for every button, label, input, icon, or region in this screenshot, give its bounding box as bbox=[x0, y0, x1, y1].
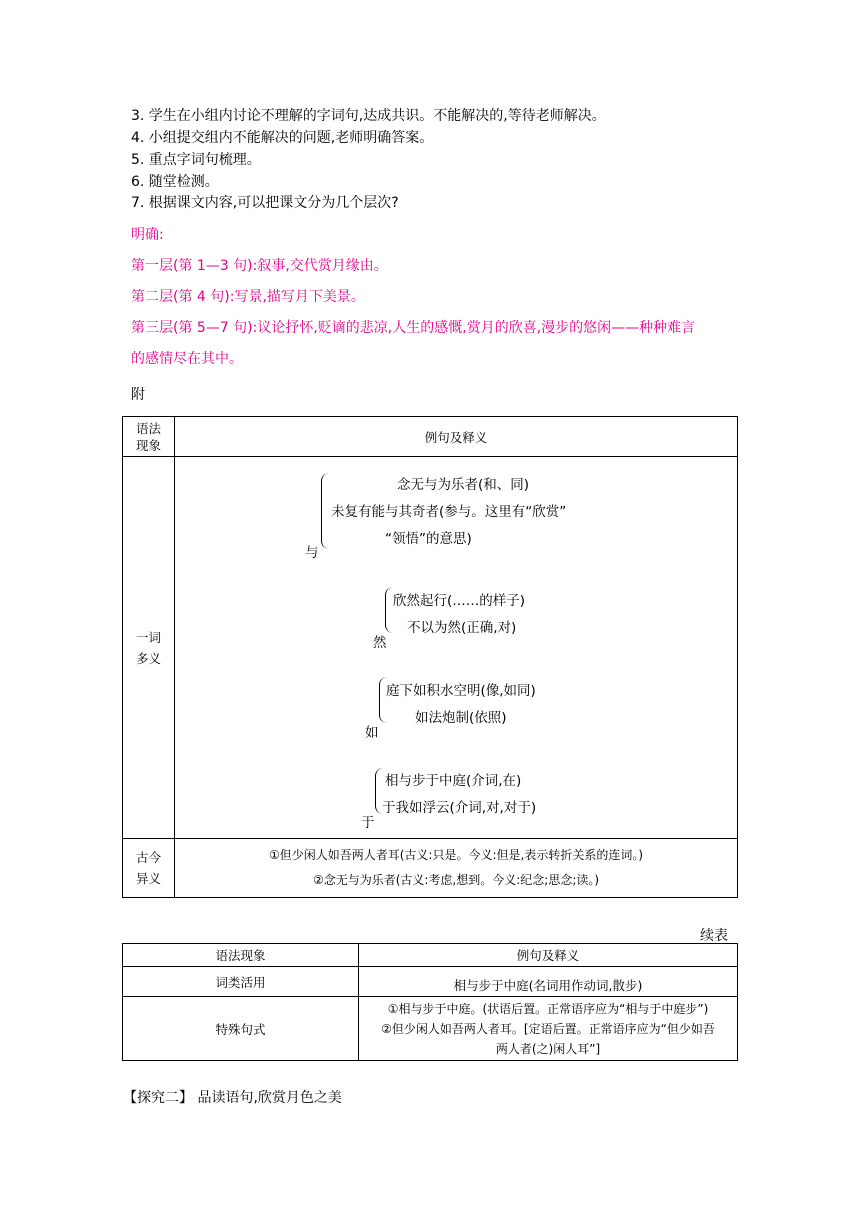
answer-layer-3-cont: 的感情尽在其中。 bbox=[131, 351, 243, 367]
ru-example-2: 如法炮制(依照) bbox=[415, 710, 507, 726]
ancient-modern-label: 古今 异义 bbox=[123, 839, 175, 898]
word-class-label: 词类活用 bbox=[123, 967, 359, 997]
polysemy-content bbox=[175, 457, 737, 838]
table2-header-row bbox=[123, 944, 738, 967]
table2-header-examples: 例句及释义 bbox=[359, 944, 738, 967]
section-heading: 【探究二】 品读语句,欣赏月色之美 bbox=[123, 1090, 342, 1106]
table2-header-phenomenon: 语法现象 bbox=[123, 944, 359, 967]
step-3: 3. 学生在小组内讨论不理解的字词句,达成共识。不能解决的,等待老师解决。 bbox=[131, 108, 606, 124]
answer-layer-2: 第二层(第 4 句):写景,描写月下美景。 bbox=[131, 289, 365, 305]
special-sentence-label: 特殊句式 bbox=[123, 997, 359, 1061]
word-yu: 与 bbox=[305, 545, 319, 561]
grammar-table bbox=[122, 416, 738, 898]
special-sentence-3: 两人者(之)闲人耳”] bbox=[495, 1041, 601, 1056]
ru-example-1: 庭下如积水空明(像,如同) bbox=[386, 683, 536, 699]
table-header-row bbox=[123, 417, 738, 457]
answer-layer-1: 第一层(第 1—3 句):叙事,交代赏月缘由。 bbox=[131, 258, 388, 274]
header-examples: 例句及释义 bbox=[175, 417, 738, 457]
yu-example-1: 念无与为乐者(和、同) bbox=[397, 477, 530, 493]
table-row-polysemy bbox=[123, 457, 738, 839]
ancient-modern-2: ②念无与为乐者(古义:考虑,想到。今义:纪念;思念;读。) bbox=[312, 873, 600, 887]
special-sentence-cell bbox=[359, 997, 738, 1061]
table2-row-special-sentence bbox=[123, 997, 738, 1061]
yu-example-3: “领悟”的意思) bbox=[385, 531, 472, 547]
word-yu2: 于 bbox=[361, 815, 375, 831]
word-ru: 如 bbox=[365, 725, 379, 741]
table2-row-word-class bbox=[123, 967, 738, 997]
step-4: 4. 小组提交组内不能解决的问题,老师明确答案。 bbox=[131, 130, 434, 146]
grammar-table-continued bbox=[122, 943, 738, 1061]
step-5: 5. 重点字词句梳理。 bbox=[131, 152, 261, 168]
special-sentence-1: ①相与步于中庭。(状语后置。正常语序应为“相与于中庭步”) bbox=[387, 1001, 709, 1016]
yu-example-2: 未复有能与其奇者(参与。这里有“欣赏” bbox=[331, 504, 567, 520]
continued-label: 续表 bbox=[700, 928, 728, 944]
ran-example-2: 不以为然(正确,对) bbox=[407, 620, 517, 636]
table-row-ancient-modern bbox=[123, 839, 738, 898]
ancient-modern-1: ①但少闲人如吾两人者耳(古义:只是。今义:但是,表示转折关系的连词。) bbox=[268, 848, 644, 862]
polysemy-label: 一词 多义 bbox=[123, 457, 175, 839]
answer-label: 明确: bbox=[131, 227, 164, 243]
word-class-value: 相与步于中庭(名词用作动词,散步) bbox=[359, 967, 738, 997]
appendix-label: 附 bbox=[131, 387, 145, 403]
brace-yu bbox=[321, 473, 330, 549]
step-7: 7. 根据课文内容,可以把课文分为几个层次? bbox=[131, 195, 399, 211]
ran-example-1: 欣然起行(……的样子) bbox=[393, 593, 526, 609]
ancient-modern-cell bbox=[175, 839, 738, 898]
polysemy-cell bbox=[175, 457, 738, 839]
special-sentence-2: ②但少闲人如吾两人者耳。[定语后置。正常语序应为“但少如吾 bbox=[381, 1021, 715, 1036]
step-6: 6. 随堂检测。 bbox=[131, 174, 219, 190]
yu2-example-1: 相与步于中庭(介词,在) bbox=[385, 773, 522, 789]
word-ran: 然 bbox=[373, 635, 387, 651]
answer-layer-3: 第三层(第 5—7 句):议论抒怀,贬谪的悲凉,人生的感慨,赏月的欣喜,漫步的悠闲——种种难言 bbox=[131, 320, 696, 336]
header-phenomenon: 语法 现象 bbox=[123, 417, 175, 457]
yu2-example-2: 于我如浮云(介词,对,对于) bbox=[382, 800, 537, 816]
